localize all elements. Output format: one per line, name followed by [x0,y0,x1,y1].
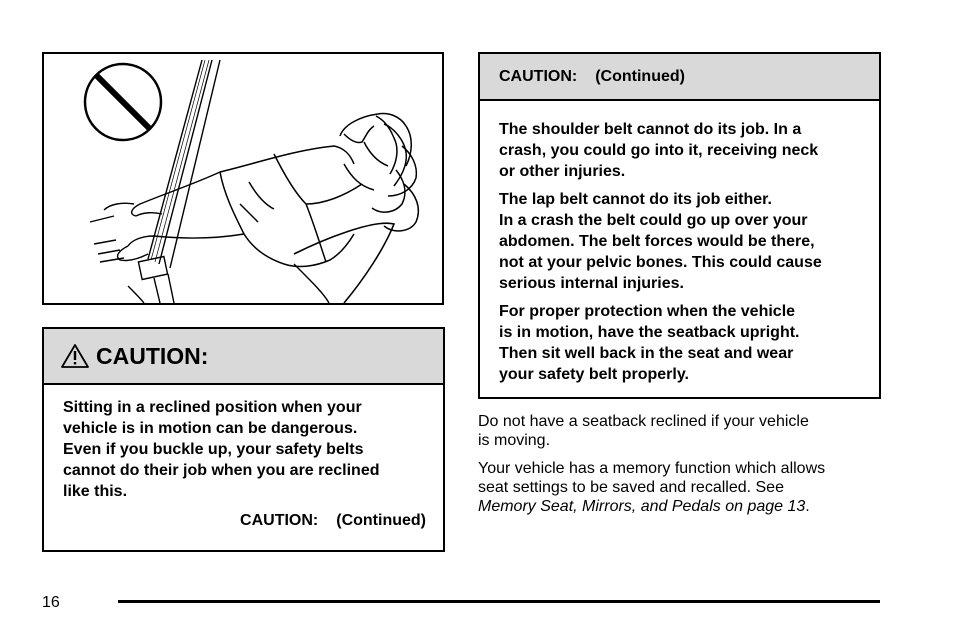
caution-line: your safety belt properly. [499,366,689,383]
caution-box [42,327,445,552]
caution-line: cannot do their job when you are reclined [63,462,380,479]
reclined-seat-illustration [42,52,444,305]
continued-header-text: (Continued) [595,67,685,85]
passenger-head [340,114,418,231]
caution-line: serious internal injuries. [499,275,684,292]
text-line: seat settings to be saved and recalled. See [478,479,784,496]
caution-line: Sitting in a reclined position when your [63,399,362,416]
seatback [294,223,394,303]
caution-line: or other injuries. [499,163,626,180]
caution-continued-body [480,101,879,385]
caution-continued-header [480,54,879,101]
footer-rule [118,600,880,603]
caution-header [44,329,443,385]
paragraph-memory [478,459,878,516]
warning-triangle-icon [60,343,90,369]
caution-line: Then sit well back in the seat and wear [499,345,794,362]
cross-reference-link[interactable]: Memory Seat, Mirrors, and Pedals on page 13 [478,498,806,515]
caution-continued-box [478,52,881,399]
belt-buckle [128,256,174,303]
continued-text: (Continued) [336,512,426,529]
caution-line: In a crash the belt could go up over your [499,212,808,229]
caution-line: The lap belt cannot do its job either. [499,191,772,208]
caution-line: The shoulder belt cannot do its job. In a [499,121,802,138]
caution-line: not at your pelvic bones. This could cause [499,254,822,271]
continued-header-label: CAUTION: [499,67,578,85]
text-line: Do not have a seatback reclined if your vehicle [478,413,809,430]
page-number: 16 [42,594,60,611]
caution-line: like this. [63,483,128,500]
caution-line: For proper protection when the vehicle [499,303,796,320]
caution-paragraph [499,119,865,182]
body-text [478,412,878,525]
caution-body [44,385,443,502]
text-line: Your vehicle has a memory function which allows [478,460,826,477]
caution-paragraph [499,301,865,385]
caution-line: abdomen. The belt forces would be there, [499,233,815,250]
continued-label: CAUTION: [240,512,319,529]
caution-line: vehicle is in motion can be dangerous. [63,420,358,437]
caution-line: is in motion, have the seatback upright. [499,324,800,341]
reclined-passenger-drawing [44,54,442,303]
caution-line: Even if you buckle up, your safety belts [63,441,364,458]
text-line: is moving. [478,432,551,449]
caution-title: CAUTION: [96,342,209,369]
caution-paragraph [499,189,865,294]
paragraph-seatback [478,412,878,450]
caution-line: crash, you could go into it, receiving neck [499,142,819,159]
period: . [805,498,810,515]
no-symbol-icon [85,64,161,140]
passenger-body [220,146,374,267]
caution-continued [240,512,426,530]
